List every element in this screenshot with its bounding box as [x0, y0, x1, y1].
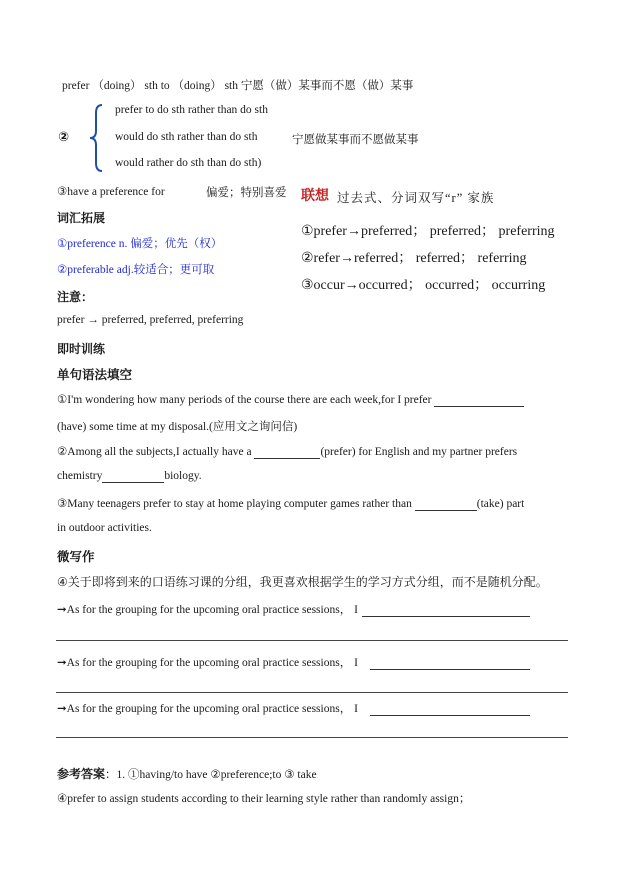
question-2-prefix: chemistry	[57, 470, 103, 482]
note-heading: 注意：	[57, 290, 94, 304]
question-2-text: ②Among all the subjects,I actually have a	[57, 446, 255, 458]
question-2-suffix: biology.	[164, 470, 202, 482]
answer-blank-2[interactable]	[254, 446, 320, 459]
writing-blank-2[interactable]	[370, 657, 530, 670]
writing-rule-1[interactable]	[56, 640, 568, 641]
writing-line-2-text: ➞As for the grouping for the upcoming oral practice sessions， I	[57, 657, 358, 669]
item3-text: ③have a preference for	[57, 186, 165, 198]
phrase-line: prefer （doing） sth to （doing） sth 宁愿（做）某事而不愿（做）某事	[62, 80, 414, 92]
answer-blank-4[interactable]	[415, 498, 477, 511]
group-marker: ②	[58, 130, 70, 145]
writing-line-2	[57, 654, 530, 670]
lianxiang-line-2: ②refer→referred； referred； referring	[301, 251, 527, 266]
writing-blank-1[interactable]	[362, 604, 530, 617]
item3-meaning: 偏爱；特别喜爱	[206, 187, 287, 199]
question-3-tail: (take) part	[476, 498, 525, 510]
writing-rule-3[interactable]	[56, 737, 568, 738]
writing-prompt: ④关于即将到来的口语练习课的分组，我更喜欢根据学生的学习方式分组，而不是随机分配。	[57, 575, 548, 589]
question-1-line-2: (have) some time at my disposal.(应用文之询问信)	[57, 421, 298, 433]
group-line-1: prefer to do sth rather than do sth	[115, 104, 268, 116]
answers-text-1: ：1. ①having/to have ②preference;to ③ take	[105, 769, 317, 781]
answer-blank-1[interactable]	[434, 394, 524, 407]
vocab-item-2: ②preferable adj.较适合；更可取	[57, 264, 215, 276]
question-3-line-2: in outdoor activities.	[57, 522, 152, 534]
writing-line-1	[57, 601, 530, 617]
group-line-2: would do sth rather than do sth	[115, 131, 258, 143]
writing-line-3-text: ➞As for the grouping for the upcoming oral practice sessions， I	[57, 703, 358, 715]
question-1-line-1	[57, 392, 524, 407]
question-2-line-2	[57, 470, 202, 483]
question-2-tail: (prefer) for English and my partner prefers	[320, 446, 518, 458]
practice-subheading: 单句语法填空	[57, 367, 133, 382]
question-3-line-1	[57, 496, 524, 511]
lianxiang-title: 联想	[301, 188, 329, 204]
writing-line-1-text: ➞As for the grouping for the upcoming oral practice sessions， I	[57, 604, 358, 616]
writing-heading: 微写作	[57, 549, 95, 564]
question-2-line-1	[57, 444, 517, 459]
left-brace-icon	[88, 103, 106, 173]
writing-line-3	[57, 700, 530, 716]
question-1-text: ①I'm wondering how many periods of the course there are each week,for I prefer	[57, 394, 435, 406]
practice-heading: 即时训练	[57, 342, 106, 356]
answers-line-2: ④prefer to assign students according to their learning style rather than randomly assign；	[57, 793, 471, 805]
group-meaning: 宁愿做某事而不愿做某事	[292, 134, 419, 146]
vocab-item-1: ①preference n. 偏爱；优先（权）	[57, 238, 223, 250]
answers-label: 参考答案	[57, 767, 106, 781]
vocab-heading: 词汇拓展	[57, 211, 106, 225]
lianxiang-line-3: ③occur→occurred； occurred； occurring	[301, 278, 546, 293]
writing-rule-2[interactable]	[56, 692, 568, 693]
answer-blank-3[interactable]	[102, 470, 164, 483]
question-3-text: ③Many teenagers prefer to stay at home playing computer games rather than	[57, 498, 415, 510]
lianxiang-subtitle: 过去式、分词双写“r” 家族	[337, 191, 495, 205]
group-line-3: would rather do sth than do sth)	[115, 157, 262, 169]
lianxiang-line-1: ①prefer→preferred； preferred； preferring	[301, 224, 555, 239]
answers-line-1	[57, 765, 317, 782]
note-text: prefer → preferred, preferred, preferring	[57, 314, 244, 326]
writing-blank-3[interactable]	[370, 703, 530, 716]
